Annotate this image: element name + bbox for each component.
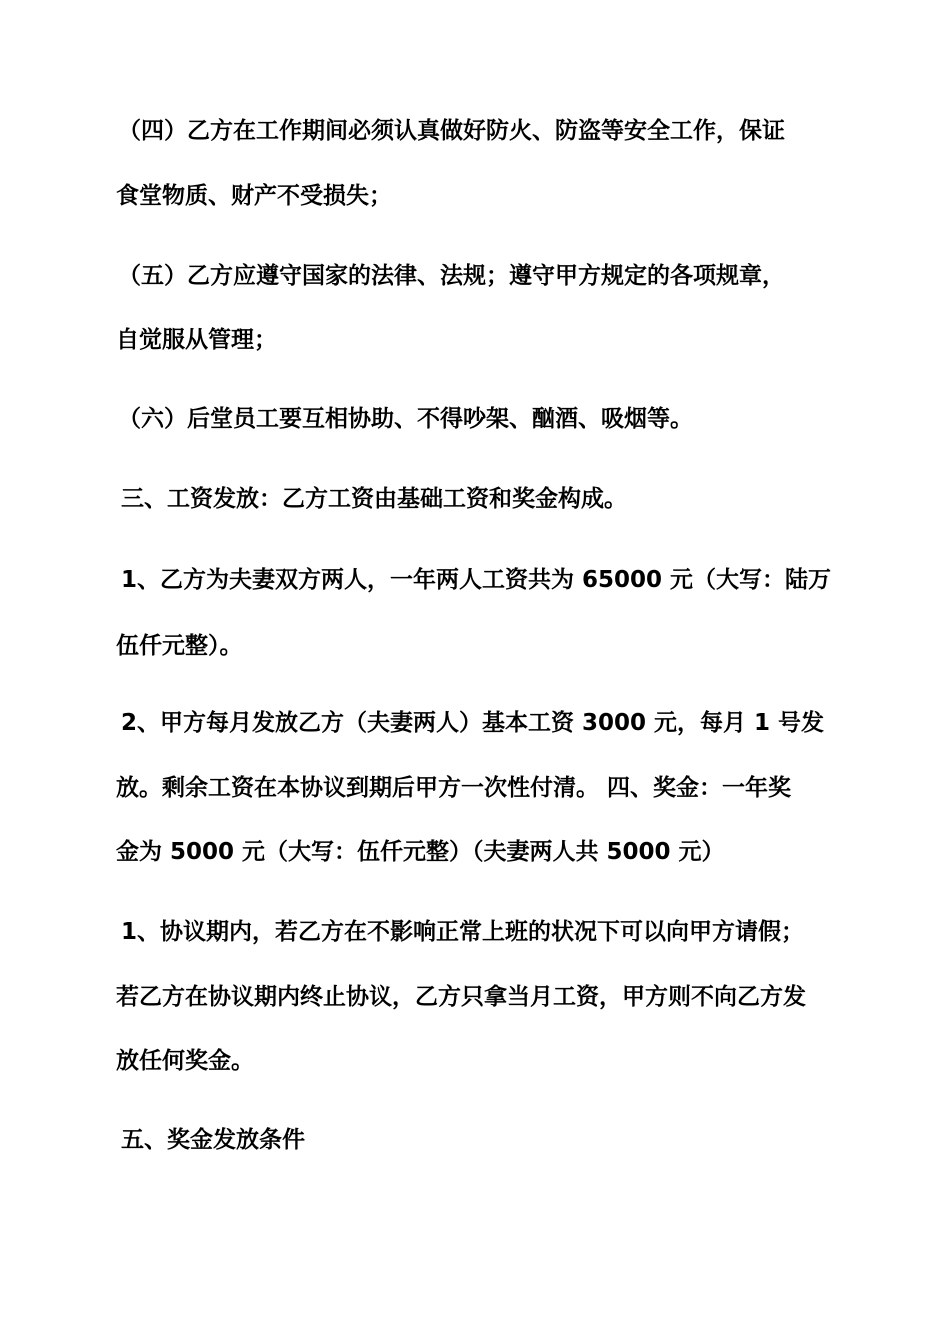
text-line: 若乙方在协议期内终止协议，乙方只拿当月工资，甲方则不向乙方发 bbox=[116, 984, 806, 1010]
text-line: 放任何奖金。 bbox=[116, 1048, 254, 1074]
text-line: 金为 5000 元（大写：伍仟元整）（夫妻两人共 5000 元） bbox=[116, 839, 725, 865]
text-line: 放。剩余工资在本协议到期后甲方一次性付清。 四、奖金：一年奖 bbox=[116, 775, 792, 801]
text-line: 自觉服从管理； bbox=[116, 327, 277, 353]
text-line: 1、乙方为夫妻双方两人，一年两人工资共为 65000 元（大写：陆万 bbox=[121, 567, 832, 593]
text-line: 食堂物质、财产不受损失； bbox=[116, 183, 392, 209]
text-line: 2、甲方每月发放乙方（夫妻两人）基本工资 3000 元，每月 1 号发 bbox=[121, 710, 825, 736]
text-line: 伍仟元整）。 bbox=[116, 633, 243, 659]
text-line: （五）乙方应遵守国家的法律、法规；遵守甲方规定的各项规章， bbox=[118, 263, 785, 289]
text-line: 1、协议期内，若乙方在不影响正常上班的状况下可以向甲方请假； bbox=[121, 919, 805, 945]
section-heading: 三、工资发放：乙方工资由基础工资和奖金构成。 bbox=[121, 486, 627, 512]
text-line: （六）后堂员工要互相协助、不得吵架、酗酒、吸烟等。 bbox=[118, 406, 693, 432]
section-heading: 五、奖金发放条件 bbox=[121, 1127, 305, 1153]
text-line: （四）乙方在工作期间必须认真做好防火、防盗等安全工作，保证 bbox=[118, 118, 785, 144]
